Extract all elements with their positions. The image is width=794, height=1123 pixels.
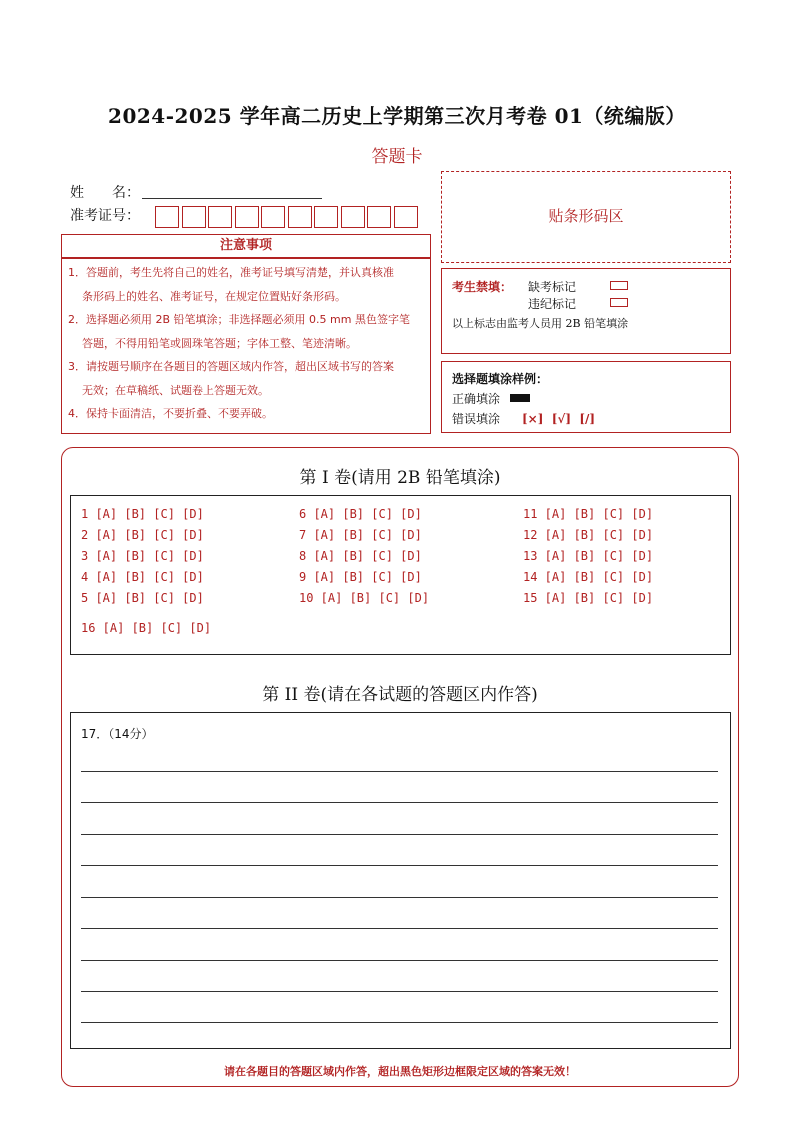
notice-item: 2．选择题必须用 2B 铅笔填涂；非选择题必须用 0.5 mm 黑色签字笔 — [68, 313, 410, 326]
notice-box — [61, 258, 431, 434]
choice-row[interactable]: 16 [A] [B] [C] [D] — [81, 621, 212, 635]
choice-row[interactable]: 12 [A] [B] [C] [D] — [523, 528, 654, 542]
choice-row[interactable]: 3 [A] [B] [C] [D] — [81, 549, 204, 563]
candidate-fill-box — [441, 268, 731, 354]
page-title: 2024-2025 学年高二历史上学期第三次月考卷 01（统编版） — [108, 104, 686, 128]
name-label: 姓 名： — [70, 185, 140, 201]
id-digit-box[interactable] — [155, 206, 179, 228]
id-digit-box[interactable] — [208, 206, 232, 228]
choice-row[interactable]: 13 [A] [B] [C] [D] — [523, 549, 654, 563]
choice-row[interactable]: 1 [A] [B] [C] [D] — [81, 507, 204, 521]
notice-item: 4．保持卡面清洁，不要折叠、不要弄破。 — [68, 407, 273, 420]
choice-row[interactable]: 4 [A] [B] [C] [D] — [81, 570, 204, 584]
correct-fill-sample — [510, 394, 530, 402]
notice-item: 答题，不得用铅笔或圆珠笔答题；字体工整、笔迹清晰。 — [82, 336, 357, 350]
notice-item: 1．答题前，考生先将自己的姓名，准考证号填写清楚，并认真核准 — [68, 266, 394, 279]
choice-row[interactable]: 14 [A] [B] [C] [D] — [523, 570, 654, 584]
writing-line — [81, 802, 718, 803]
choice-row[interactable]: 8 [A] [B] [C] [D] — [299, 549, 422, 563]
choice-row[interactable]: 5 [A] [B] [C] [D] — [81, 591, 204, 605]
id-digit-box[interactable] — [341, 206, 365, 228]
choice-column-1 — [81, 504, 204, 609]
id-field[interactable] — [155, 206, 425, 232]
writing-line — [81, 834, 718, 835]
writing-line — [81, 991, 718, 992]
wrong-marks: [×] [√] [/] — [522, 412, 596, 426]
sample-box — [441, 361, 731, 433]
section1-title: 第 I 卷(请用 2B 铅笔填涂) — [299, 468, 501, 488]
notice-heading-box — [61, 234, 431, 258]
candidate-fill-label: 考生禁填： — [452, 280, 513, 294]
notice-item: 3．请按题号顺序在各题目的答题区域内作答，超出区域书写的答案 — [68, 360, 394, 373]
writing-line — [81, 960, 718, 961]
choice-column-2 — [299, 504, 429, 609]
absent-label: 缺考标记 — [528, 280, 577, 294]
id-digit-box[interactable] — [235, 206, 259, 228]
choice-row[interactable]: 11 [A] [B] [C] [D] — [523, 507, 654, 521]
writing-line — [81, 928, 718, 929]
question-17-label: 17．（14分） — [81, 727, 154, 741]
correct-label: 正确填涂 — [452, 392, 501, 406]
choice-row[interactable]: 7 [A] [B] [C] [D] — [299, 528, 422, 542]
violation-label: 违纪标记 — [528, 297, 577, 311]
choice-row[interactable]: 9 [A] [B] [C] [D] — [299, 570, 422, 584]
name-field[interactable] — [142, 198, 322, 199]
id-digit-box[interactable] — [261, 206, 285, 228]
page-subtitle: 答题卡 — [371, 147, 423, 167]
absent-mark-box[interactable] — [610, 281, 628, 290]
id-digit-box[interactable] — [367, 206, 391, 228]
essay-box[interactable] — [70, 712, 731, 1049]
notice-item: 条形码上的姓名、准考证号，在规定位置贴好条形码。 — [82, 289, 346, 303]
choice-box — [70, 495, 731, 655]
id-digit-box[interactable] — [314, 206, 338, 228]
violation-mark-box[interactable] — [610, 298, 628, 307]
wrong-label: 错误填涂 — [452, 412, 501, 426]
choice-row[interactable]: 15 [A] [B] [C] [D] — [523, 591, 654, 605]
section2-title: 第 II 卷(请在各试题的答题区内作答) — [262, 685, 538, 705]
id-digit-box[interactable] — [182, 206, 206, 228]
choice-row[interactable]: 6 [A] [B] [C] [D] — [299, 507, 422, 521]
writing-line — [81, 865, 718, 866]
candidate-fill-note: 以上标志由监考人员用 2B 铅笔填涂 — [452, 317, 629, 330]
barcode-label: 贴条形码区 — [548, 207, 624, 225]
choice-row[interactable]: 2 [A] [B] [C] [D] — [81, 528, 204, 542]
id-label: 准考证号： — [70, 208, 140, 224]
notice-heading: 注意事项 — [219, 238, 272, 253]
writing-line — [81, 771, 718, 772]
id-digit-box[interactable] — [394, 206, 418, 228]
choice-row[interactable]: 10 [A] [B] [C] [D] — [299, 591, 430, 605]
writing-line — [81, 1022, 718, 1023]
writing-line — [81, 897, 718, 898]
sample-heading: 选择题填涂样例： — [452, 372, 549, 386]
choice-column-3 — [523, 504, 653, 609]
footer-warning: 请在各题目的答题区域内作答，超出黑色矩形边框限定区域的答案无效！ — [224, 1065, 576, 1078]
barcode-area — [441, 171, 731, 263]
notice-item: 无效；在草稿纸、试题卷上答题无效。 — [82, 383, 269, 397]
id-digit-box[interactable] — [288, 206, 312, 228]
